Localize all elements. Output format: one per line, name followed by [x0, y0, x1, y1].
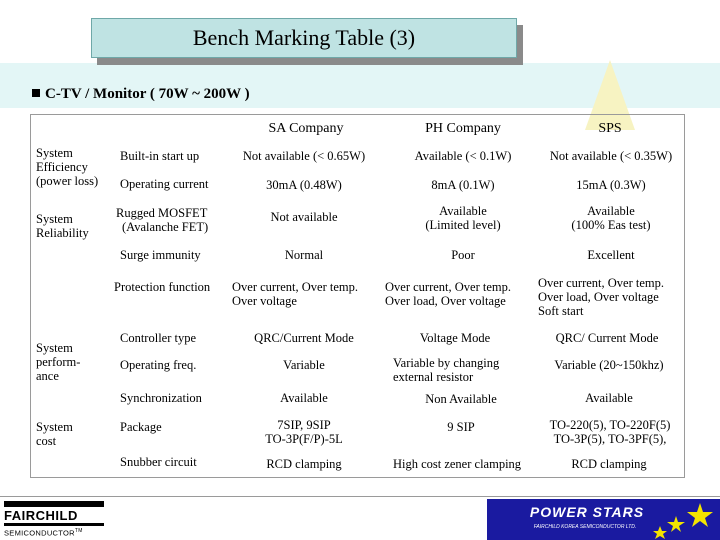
power-stars-subtitle: FAIRCHILD KOREA SEMICONDUCTOR LTD. [533, 524, 637, 530]
cell-builtin-sa: Not available (< 0.65W) [242, 149, 366, 163]
star-icon-small [653, 526, 667, 539]
row-label-protection: Protection function [114, 280, 211, 294]
cell-protection-ph: Over current, Over temp. Over load, Over voltage [385, 280, 511, 308]
cell-builtin-sps: Not available (< 0.35W) [549, 149, 673, 163]
power-stars-brand: POWER STARS [529, 504, 645, 520]
fairchild-logo: FAIRCHILD [4, 508, 78, 523]
semiconductor-logo-text: SEMICONDUCTOR™ [4, 528, 83, 538]
group-label-efficiency: System Efficiency (power loss) [36, 146, 99, 188]
cell-rugged-sps: Available (100% Eas test) [571, 204, 651, 232]
cell-opcurrent-sps: 15mA (0.3W) [576, 178, 646, 192]
cell-opcurrent-sa: 30mA (0.48W) [266, 178, 342, 192]
cell-protection-sa: Over current, Over temp. Over voltage [232, 280, 358, 308]
cell-sync-sa: Available [280, 391, 328, 405]
cell-sync-sps: Available [585, 391, 633, 405]
row-label-surge: Surge immunity [120, 248, 201, 262]
cell-snubber-ph: High cost zener clamping [392, 457, 522, 471]
cell-sync-ph: Non Available [425, 392, 497, 406]
slide-subtitle: C-TV / Monitor ( 70W ~ 200W ) [32, 86, 250, 103]
row-label-package: Package [120, 420, 162, 434]
cell-protection-sps: Over current, Over temp. Over load, Over voltage Soft start [538, 276, 664, 318]
logo-bar-bottom [4, 523, 104, 526]
cell-rugged-sa: Not available [270, 210, 338, 224]
group-label-reliability: System Reliability [36, 212, 89, 240]
cell-controller-sps: QRC/ Current Mode [555, 331, 659, 345]
row-label-sync: Synchronization [120, 391, 202, 405]
cell-surge-ph: Poor [451, 248, 475, 262]
column-header-ph: PH Company [425, 121, 501, 136]
cell-package-ph: 9 SIP [447, 420, 475, 434]
cell-controller-ph: Voltage Mode [419, 331, 491, 345]
cell-package-sa: 7SIP, 9SIP TO-3P(F/P)-5L [265, 418, 343, 446]
cell-freq-ph: Variable by changing external resistor [393, 356, 500, 384]
star-icon-large [687, 503, 713, 527]
logo-bar-top [4, 501, 104, 507]
stars-icon [640, 500, 718, 540]
cell-surge-sa: Normal [284, 248, 324, 262]
row-label-controller: Controller type [120, 331, 197, 345]
cell-builtin-ph: Available (< 0.1W) [414, 149, 512, 163]
group-label-cost: System cost [36, 420, 73, 448]
cell-freq-sa: Variable [283, 358, 325, 372]
row-label-snubber: Snubber circuit [120, 455, 197, 469]
cell-freq-sps: Variable (20~150khz) [554, 358, 664, 372]
cell-surge-sps: Excellent [587, 248, 635, 262]
cell-snubber-sps: RCD clamping [571, 457, 647, 471]
cell-package-sps: TO-220(5), TO-220F(5) TO-3P(5), TO-3PF(5), [549, 418, 671, 446]
group-label-performance: System perform- ance [36, 341, 81, 383]
bullet-icon [32, 89, 40, 97]
row-label-builtin: Built-in start up [120, 149, 200, 163]
slide-title: Bench Marking Table (3) [91, 18, 517, 58]
star-icon-mid [667, 516, 685, 532]
row-label-freq: Operating freq. [120, 358, 197, 372]
row-label-rugged: Rugged MOSFET (Avalanche FET) [116, 206, 209, 234]
column-header-sa: SA Company [268, 121, 344, 136]
row-label-opcurrent: Operating current [120, 177, 209, 191]
cell-controller-sa: QRC/Current Mode [254, 331, 354, 345]
column-header-sps: SPS [598, 121, 622, 136]
footer-divider [0, 496, 720, 497]
cell-opcurrent-ph: 8mA (0.1W) [431, 178, 495, 192]
cell-snubber-sa: RCD clamping [266, 457, 342, 471]
cell-rugged-ph: Available (Limited level) [425, 204, 501, 232]
